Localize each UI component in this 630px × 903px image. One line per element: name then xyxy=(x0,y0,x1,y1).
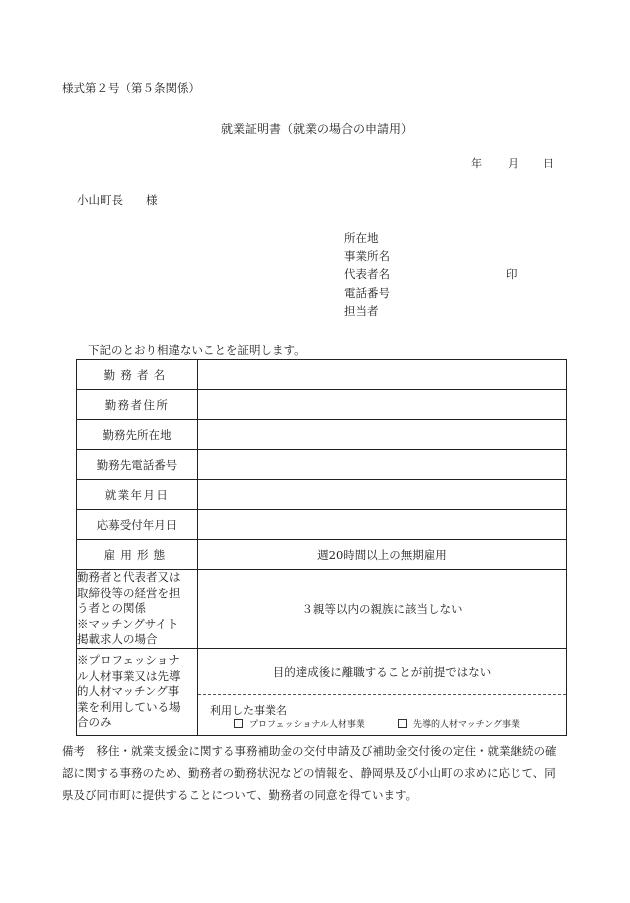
professional-label-line: 的人材マッチング事 xyxy=(77,684,180,699)
addressee: 小山町長 様 xyxy=(77,193,158,207)
professional-business-cell xyxy=(198,649,567,736)
sender-office-label: 事業所名 xyxy=(344,249,390,263)
application-date-label: 応募受付年月日 xyxy=(77,510,198,540)
sender-phone-label: 電話番号 xyxy=(344,286,390,300)
form-number: 様式第２号（第５条関係） xyxy=(62,81,200,95)
option-leading-matching[interactable] xyxy=(398,717,520,730)
remarks-note xyxy=(62,740,572,806)
date-year-label: 年 xyxy=(471,157,482,170)
worker-address-label: 勤務者住所 xyxy=(77,390,198,420)
relation-label xyxy=(77,570,198,649)
employment-type-label: 雇用形態 xyxy=(77,540,198,570)
professional-condition: 目的達成後に離職することが前提ではない xyxy=(198,649,566,695)
remarks-line: 県及び同市町に提供することについて、勤務者の同意を得ています。 xyxy=(62,788,418,802)
option-professional-label: プロフェッショナル人材事業 xyxy=(249,720,365,730)
option-professional[interactable] xyxy=(234,717,365,730)
seal-label: 印 xyxy=(506,267,518,281)
table-row xyxy=(77,450,567,480)
professional-label-line: ※プロフェッショナ xyxy=(77,653,180,668)
table-row xyxy=(77,390,567,420)
remarks-line: 備考 移住・就業支援金に関する事務補助金の交付申請及び補助金交付後の定住・就業継続の確 xyxy=(62,744,557,758)
employment-type-value: 週20時間以上の無期雇用 xyxy=(198,540,567,570)
table-row xyxy=(77,480,567,510)
checkbox-icon[interactable] xyxy=(234,719,243,728)
table-row xyxy=(77,570,567,649)
relation-value: ３親等以内の親族に該当しない xyxy=(198,570,567,649)
checkbox-icon[interactable] xyxy=(398,719,407,728)
table-row xyxy=(77,540,567,570)
date-month-label: 月 xyxy=(508,157,519,170)
workplace-phone-label: 勤務先電話番号 xyxy=(77,450,198,480)
table-row xyxy=(77,420,567,450)
table-row xyxy=(77,510,567,540)
workplace-phone-field[interactable] xyxy=(198,450,567,480)
option-leading-matching-label: 先導的人材マッチング事業 xyxy=(413,720,521,730)
professional-label-line: 業を利用している場 xyxy=(77,699,181,714)
used-business-section xyxy=(198,695,566,735)
workplace-address-field[interactable] xyxy=(198,420,567,450)
relation-label-line: 掲載求人の場合 xyxy=(77,632,158,647)
sender-representative-label: 代表者名 xyxy=(344,267,390,281)
worker-name-label: 勤務者名 xyxy=(77,360,198,390)
certification-statement: 下記のとおり相違ないことを証明します。 xyxy=(88,343,306,357)
employment-date-label: 就業年月日 xyxy=(77,480,198,510)
application-date-field[interactable] xyxy=(198,510,567,540)
relation-label-line: 取締役等の経営を担 xyxy=(77,585,181,600)
employment-date-field[interactable] xyxy=(198,480,567,510)
date-day-label: 日 xyxy=(543,157,554,170)
worker-name-field[interactable] xyxy=(198,360,567,390)
sender-address-label: 所在地 xyxy=(344,231,379,245)
used-business-label: 利用した事業名 xyxy=(210,704,287,717)
workplace-address-label: 勤務先所在地 xyxy=(77,420,198,450)
relation-label-line: う者との関係 xyxy=(77,601,146,616)
relation-label-line: 勤務者と代表者又は xyxy=(77,570,181,585)
professional-label-line: ル人材事業又は先導 xyxy=(77,668,181,683)
document-title: 就業証明書（就業の場合の申請用） xyxy=(220,122,413,136)
remarks-line: 認に関する事務のため、勤務者の勤務状況などの情報を、静岡県及び小山町の求めに応じて、同 xyxy=(62,766,556,780)
table-row xyxy=(77,360,567,390)
professional-business-label xyxy=(77,649,198,736)
professional-label-line: 合のみ xyxy=(77,715,112,730)
sender-contact-label: 担当者 xyxy=(344,304,379,318)
certificate-table xyxy=(76,359,567,736)
table-row xyxy=(77,649,567,736)
worker-address-field[interactable] xyxy=(198,390,567,420)
relation-label-line: ※マッチングサイト xyxy=(77,616,179,631)
